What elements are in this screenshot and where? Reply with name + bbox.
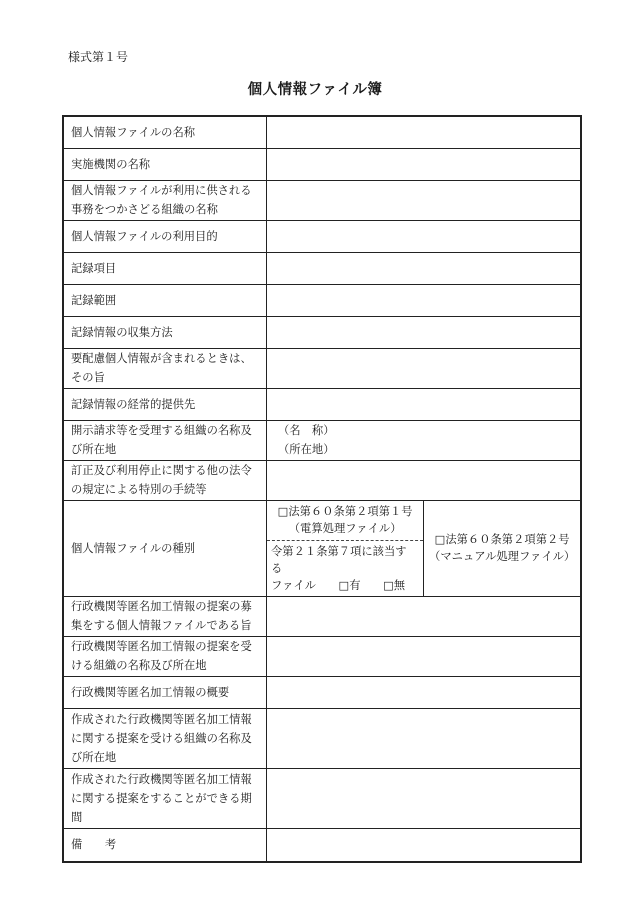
row-collection-method xyxy=(63,316,581,348)
row-created-anon-period xyxy=(63,768,581,828)
value-regular-recipients[interactable] xyxy=(267,388,582,420)
row-regular-recipients xyxy=(63,388,581,420)
row-record-items xyxy=(63,252,581,284)
value-purpose[interactable] xyxy=(267,220,582,252)
label-created-anon-period: 作成された行政機関等匿名加工情報 に関する提案をすることができる期 間 xyxy=(63,768,267,828)
label-regular-recipients: 記録情報の経常的提供先 xyxy=(63,388,267,420)
disclosure-location-label: （所在地） xyxy=(278,443,335,456)
label-anon-overview: 行政機関等匿名加工情報の概要 xyxy=(63,676,267,708)
form-number: 様式第１号 xyxy=(68,50,129,64)
value-disclosure-office[interactable] xyxy=(267,420,582,460)
personal-info-file-register-table xyxy=(62,115,582,863)
value-anon-proposal-org[interactable] xyxy=(267,636,582,676)
disclosure-name-label: （名 称） xyxy=(278,424,335,437)
row-anon-overview xyxy=(63,676,581,708)
label-record-items: 記録項目 xyxy=(63,252,267,284)
value-record-items[interactable] xyxy=(267,252,582,284)
file-type-option1-cell xyxy=(267,500,424,596)
value-file-name[interactable] xyxy=(267,116,582,148)
value-created-anon-period[interactable] xyxy=(267,768,582,828)
value-record-scope[interactable] xyxy=(267,284,582,316)
row-file-type xyxy=(63,500,581,596)
value-anon-proposal-solicit[interactable] xyxy=(267,596,582,636)
label-collection-method: 記録情報の収集方法 xyxy=(63,316,267,348)
row-special-procedures xyxy=(63,460,581,500)
row-organization xyxy=(63,180,581,220)
row-record-scope xyxy=(63,284,581,316)
value-organization[interactable] xyxy=(267,180,582,220)
value-created-anon-org[interactable] xyxy=(267,708,582,768)
row-anon-proposal-solicit xyxy=(63,596,581,636)
row-sensitive-info xyxy=(63,348,581,388)
file-type-option1-sub[interactable]: 令第２１条第７項に該当する ファイル □有 □無 xyxy=(267,540,423,596)
file-type-option1[interactable]: □法第６０条第２項第１号 （電算処理ファイル） xyxy=(277,504,413,535)
value-anon-overview[interactable] xyxy=(267,676,582,708)
value-collection-method[interactable] xyxy=(267,316,582,348)
row-agency-name xyxy=(63,148,581,180)
label-file-name: 個人情報ファイルの名称 xyxy=(63,116,267,148)
file-type-option2[interactable]: □法第６０条第２項第２号 （マニュアル処理ファイル） xyxy=(424,500,581,596)
label-organization: 個人情報ファイルが利用に供される 事務をつかさどる組織の名称 xyxy=(63,180,267,220)
row-purpose xyxy=(63,220,581,252)
value-sensitive-info[interactable] xyxy=(267,348,582,388)
label-anon-proposal-org: 行政機関等匿名加工情報の提案を受 ける組織の名称及び所在地 xyxy=(63,636,267,676)
label-agency-name: 実施機関の名称 xyxy=(63,148,267,180)
row-file-name xyxy=(63,116,581,148)
label-disclosure-office: 開示請求等を受理する組織の名称及 び所在地 xyxy=(63,420,267,460)
label-created-anon-org: 作成された行政機関等匿名加工情報 に関する提案を受ける組織の名称及 び所在地 xyxy=(63,708,267,768)
row-anon-proposal-org xyxy=(63,636,581,676)
row-created-anon-org xyxy=(63,708,581,768)
label-remarks: 備 考 xyxy=(63,828,267,862)
label-sensitive-info: 要配慮個人情報が含まれるときは、 その旨 xyxy=(63,348,267,388)
label-anon-proposal-solicit: 行政機関等匿名加工情報の提案の募 集をする個人情報ファイルである旨 xyxy=(63,596,267,636)
value-special-procedures[interactable] xyxy=(267,460,582,500)
label-special-procedures: 訂正及び利用停止に関する他の法令 の規定による特別の手続等 xyxy=(63,460,267,500)
label-purpose: 個人情報ファイルの利用目的 xyxy=(63,220,267,252)
row-remarks xyxy=(63,828,581,862)
label-file-type: 個人情報ファイルの種別 xyxy=(63,500,267,596)
row-disclosure-office xyxy=(63,420,581,460)
label-record-scope: 記録範囲 xyxy=(63,284,267,316)
value-remarks[interactable] xyxy=(267,828,582,862)
value-agency-name[interactable] xyxy=(267,148,582,180)
document-title: 個人情報ファイル簿 xyxy=(247,82,383,98)
